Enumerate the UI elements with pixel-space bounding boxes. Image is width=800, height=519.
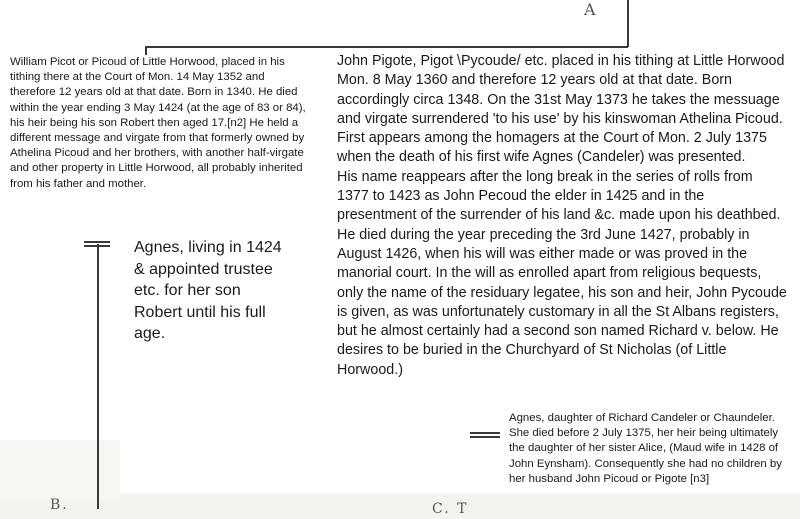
agnes-candeler-entry: Agnes, daughter of Richard Candeler or Chaundeler. She died before 2 July 1375, her heir being ultimately the daughter of her sister Alice, (Maud wife in 1428 of John Eynsham). Consequently she had no children by her husband John Picoud or Pigote [n3] bbox=[509, 411, 793, 487]
paper-shadow bbox=[0, 440, 120, 500]
john-pigote-paragraph-1: John Pigote, Pigot \Pycoude/ etc. placed in his tithing at Little Horwood Mon. 8 May 1360 and therefore 12 years old at that date. Born accordingly circa 1348. On the 31st May 1373 he takes the messuage and virgate surrendered 'to his use' by his kinswoman Athelina Picoud. First appears among the homagers at the Court of Mon. 2 July 1375 when the death of his first wife Agnes (Candeler) was presented. bbox=[337, 53, 785, 166]
john-pigote-paragraph-2: His name reappears after the long break in the series of rolls from 1377 to 1423 as John Pecoud the elder in 1425 and in the presentment of the surrender of his land &c. made upon his deathbed. He died during the year preceding the 3rd June 1427, probably in August 1426, when his will was either made or was proved in the manorial court. In the will as enrolled apart from religious bequests, only the name of the residuary legatee, his son and heir, John Pycoude is given, as was unfortunately customary in all the St Albans registers, but he almost certainly had a second son named Richard v. below. He desires to be buried in the Churchyard of St Nicholas (of Little Horwood.) bbox=[337, 168, 787, 378]
pedigree-right-marriage-mark-2 bbox=[470, 436, 500, 438]
pedigree-letter-b: B. bbox=[50, 497, 69, 513]
pedigree-right-vertical-line bbox=[627, 0, 629, 47]
pedigree-left-vertical-line bbox=[97, 244, 99, 509]
pedigree-top-horizontal-line bbox=[146, 46, 628, 48]
john-pigote-entry bbox=[337, 52, 787, 380]
pedigree-left-marriage-mark-2 bbox=[84, 245, 110, 247]
pedigree-right-marriage-mark bbox=[470, 432, 500, 434]
paper-bottom-edge bbox=[0, 493, 800, 519]
agnes-entry: Agnes, living in 1424 & appointed trustee etc. for her son Robert until his full age. bbox=[134, 239, 282, 342]
pedigree-letter-c: C. T bbox=[432, 501, 469, 517]
william-picot-entry: William Picot or Picoud of Little Horwood, placed in his tithing there at the Court of Mon. 14 May 1352 and therefore 12 years old at that date. Born in 1340. He died within the year ending 3 May 1424 (at the age of 83 or 84), his heir being his son Robert then aged 17.[n2] He held a different message and virgate from that formerly owned by Athelina Picoud and her brothers, with another half-virgate and other property in Little Horwood, all probably inherited from his father and mother. bbox=[10, 55, 310, 192]
pedigree-left-marriage-mark bbox=[84, 241, 110, 243]
pedigree-letter-a: A bbox=[584, 0, 598, 19]
